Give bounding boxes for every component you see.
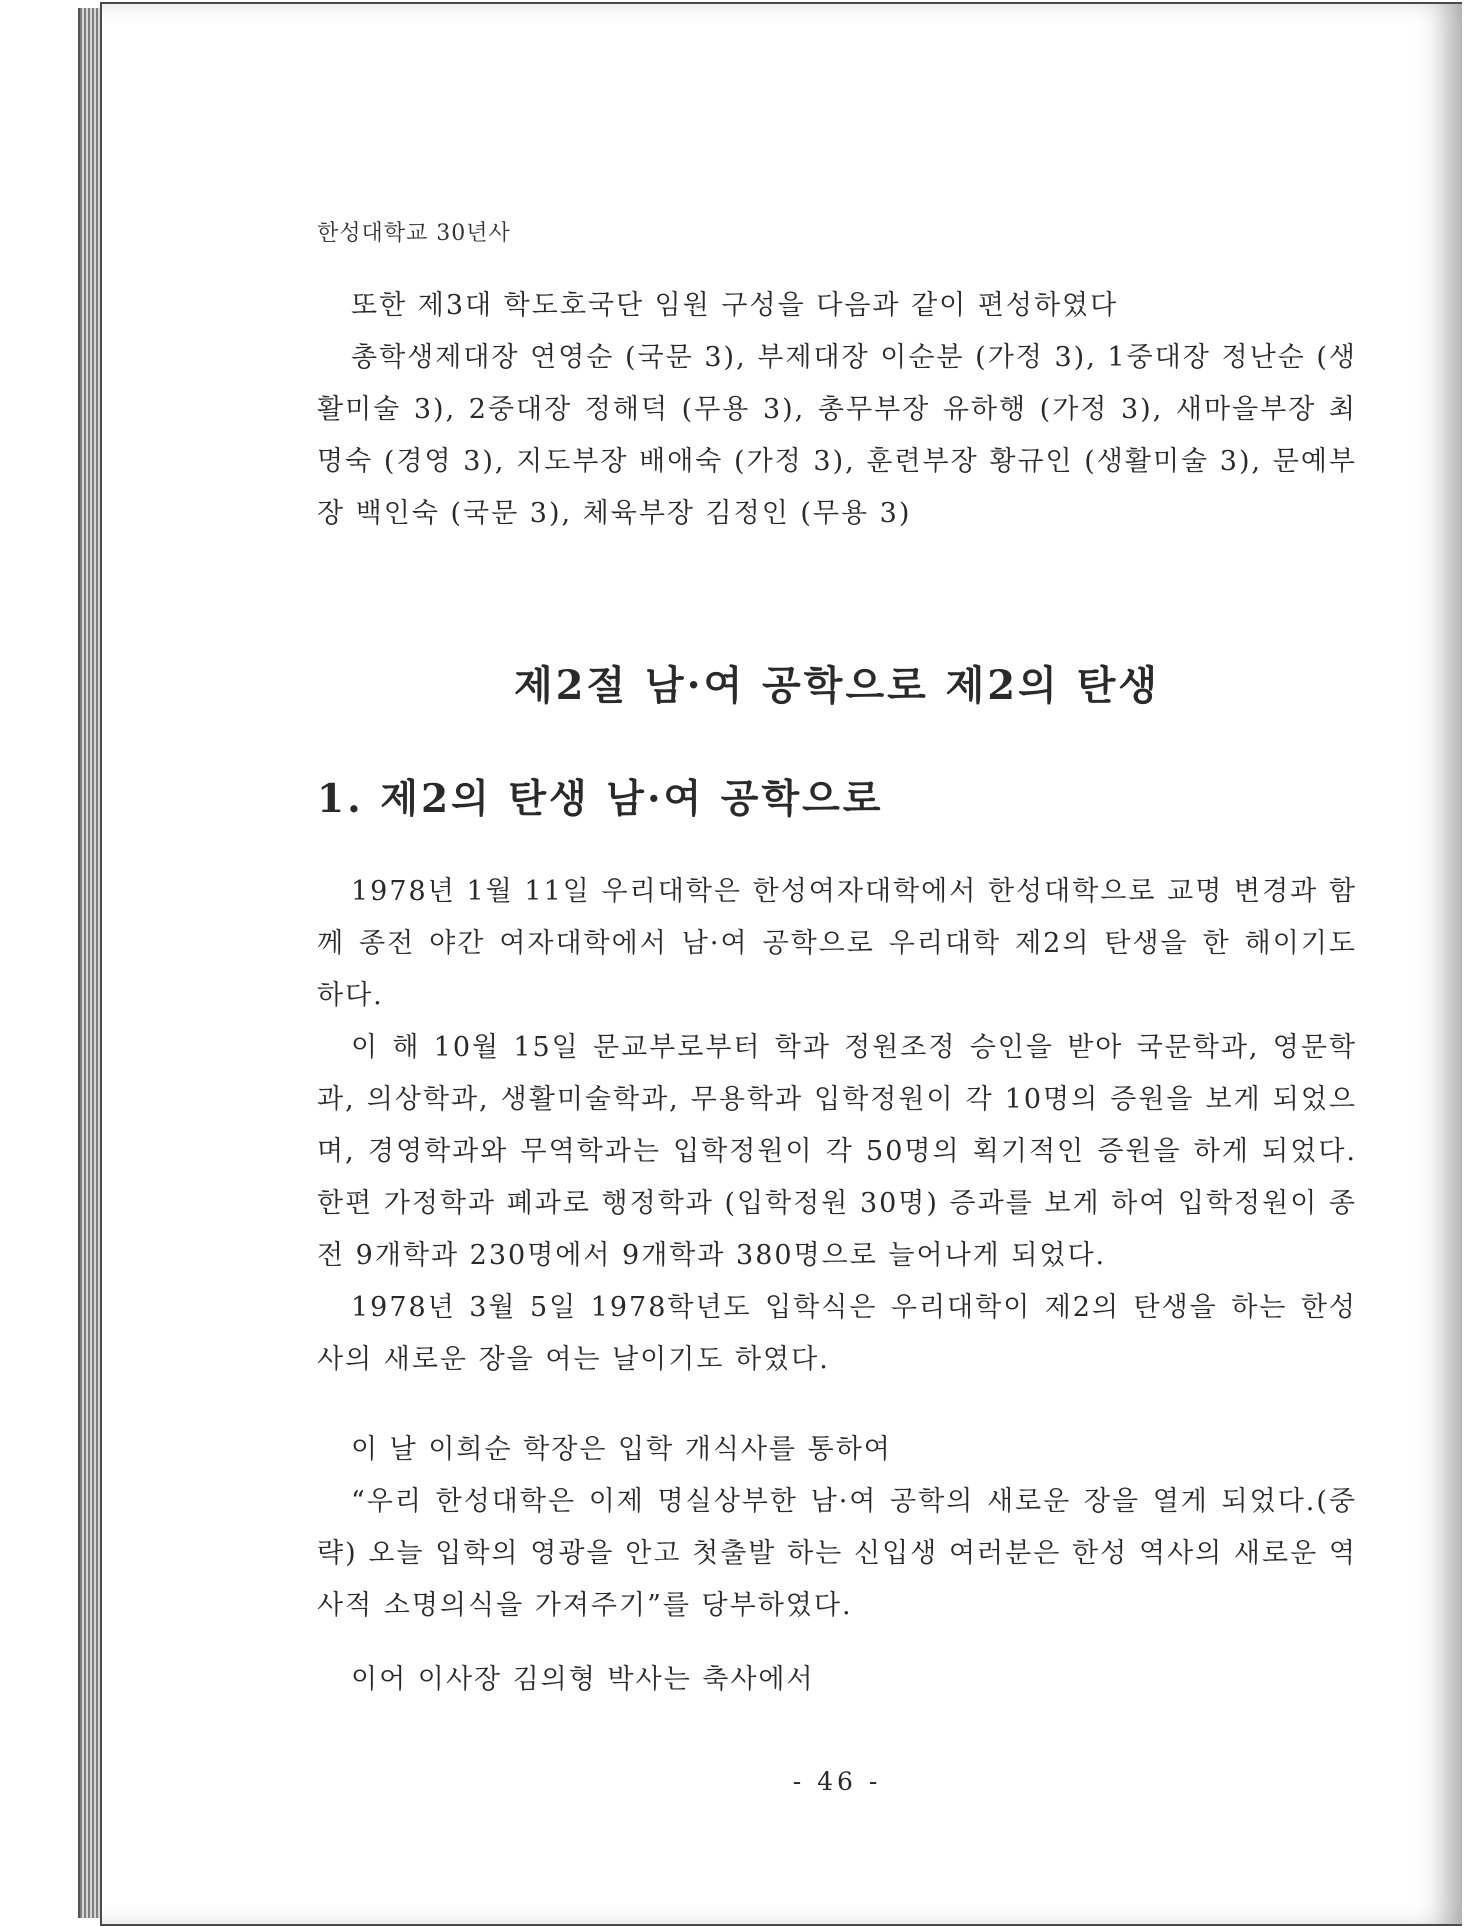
- page-number: - 46 -: [792, 1767, 882, 1796]
- paragraph: 총학생제대장 연영순 (국문 3), 부제대장 이순분 (가정 3), 1중대장 정난순 (생활미술 3), 2중대장 정해덕 (무용 3), 총무부장 유하행 (가정 3), 새마을부장 최명숙 (경영 3), 지도부장 배애숙 (가정 3), 훈련부장 황규인 (생활미술 3), 문예부장 백인숙 (국문 3), 체육부장 김정인 (무용 3): [317, 342, 1357, 529]
- body-block: [317, 866, 1357, 1386]
- closing-block: [317, 1654, 1357, 1706]
- subsection-title: 1. 제2의 탄생 남·여 공학으로: [317, 776, 884, 822]
- paragraph: 이 날 이희순 학장은 입학 개식사를 통하여: [351, 1434, 892, 1465]
- paragraph: 1978년 3월 5일 1978학년도 입학식은 우리대학이 제2의 탄생을 하는 한성사의 새로운 장을 여는 날이기도 하였다.: [317, 1292, 1357, 1375]
- intro-block: [317, 280, 1357, 540]
- paragraph: 이어 이사장 김의형 박사는 축사에서: [351, 1664, 815, 1695]
- quote-paragraph: “우리 한성대학은 이제 명실상부한 남·여 공학의 새로운 장을 열게 되었다.(중략) 오늘 입학의 영광을 안고 첫출발 하는 신입생 여러분은 한성 역사의 새로운 역사적 소명의식을 가져주기”를 당부하였다.: [317, 1486, 1357, 1621]
- paragraph: 이 해 10월 15일 문교부로부터 학과 정원조정 승인을 받아 국문학과, 영문학과, 의상학과, 생활미술학과, 무용학과 입학정원이 각 10명의 증원을 보게 되었으며, 경영학과와 무역학과는 입학정원이 각 50명의 획기적인 증원을 하게 되었다. 한편 가정학과 폐과로 행정학과 (입학정원 30명) 증과를 보게 하여 입학정원이 종전 9개학과 230명에서 9개학과 380명으로 늘어나게 되었다.: [317, 1032, 1357, 1271]
- section-title: 제2절 남·여 공학으로 제2의 탄생: [514, 662, 1160, 709]
- paragraph: 또한 제3대 학도호국단 임원 구성을 다음과 같이 편성하였다: [351, 290, 1119, 321]
- running-header: 한성대학교 30년사: [317, 221, 511, 246]
- book-page: [100, 2, 1462, 1926]
- paragraph: 1978년 1월 11일 우리대학은 한성여자대학에서 한성대학으로 교명 변경과 함께 종전 야간 여자대학에서 남·여 공학으로 우리대학 제2의 탄생을 한 해이기도 하다.: [317, 876, 1357, 1011]
- speech-block: [317, 1424, 1357, 1632]
